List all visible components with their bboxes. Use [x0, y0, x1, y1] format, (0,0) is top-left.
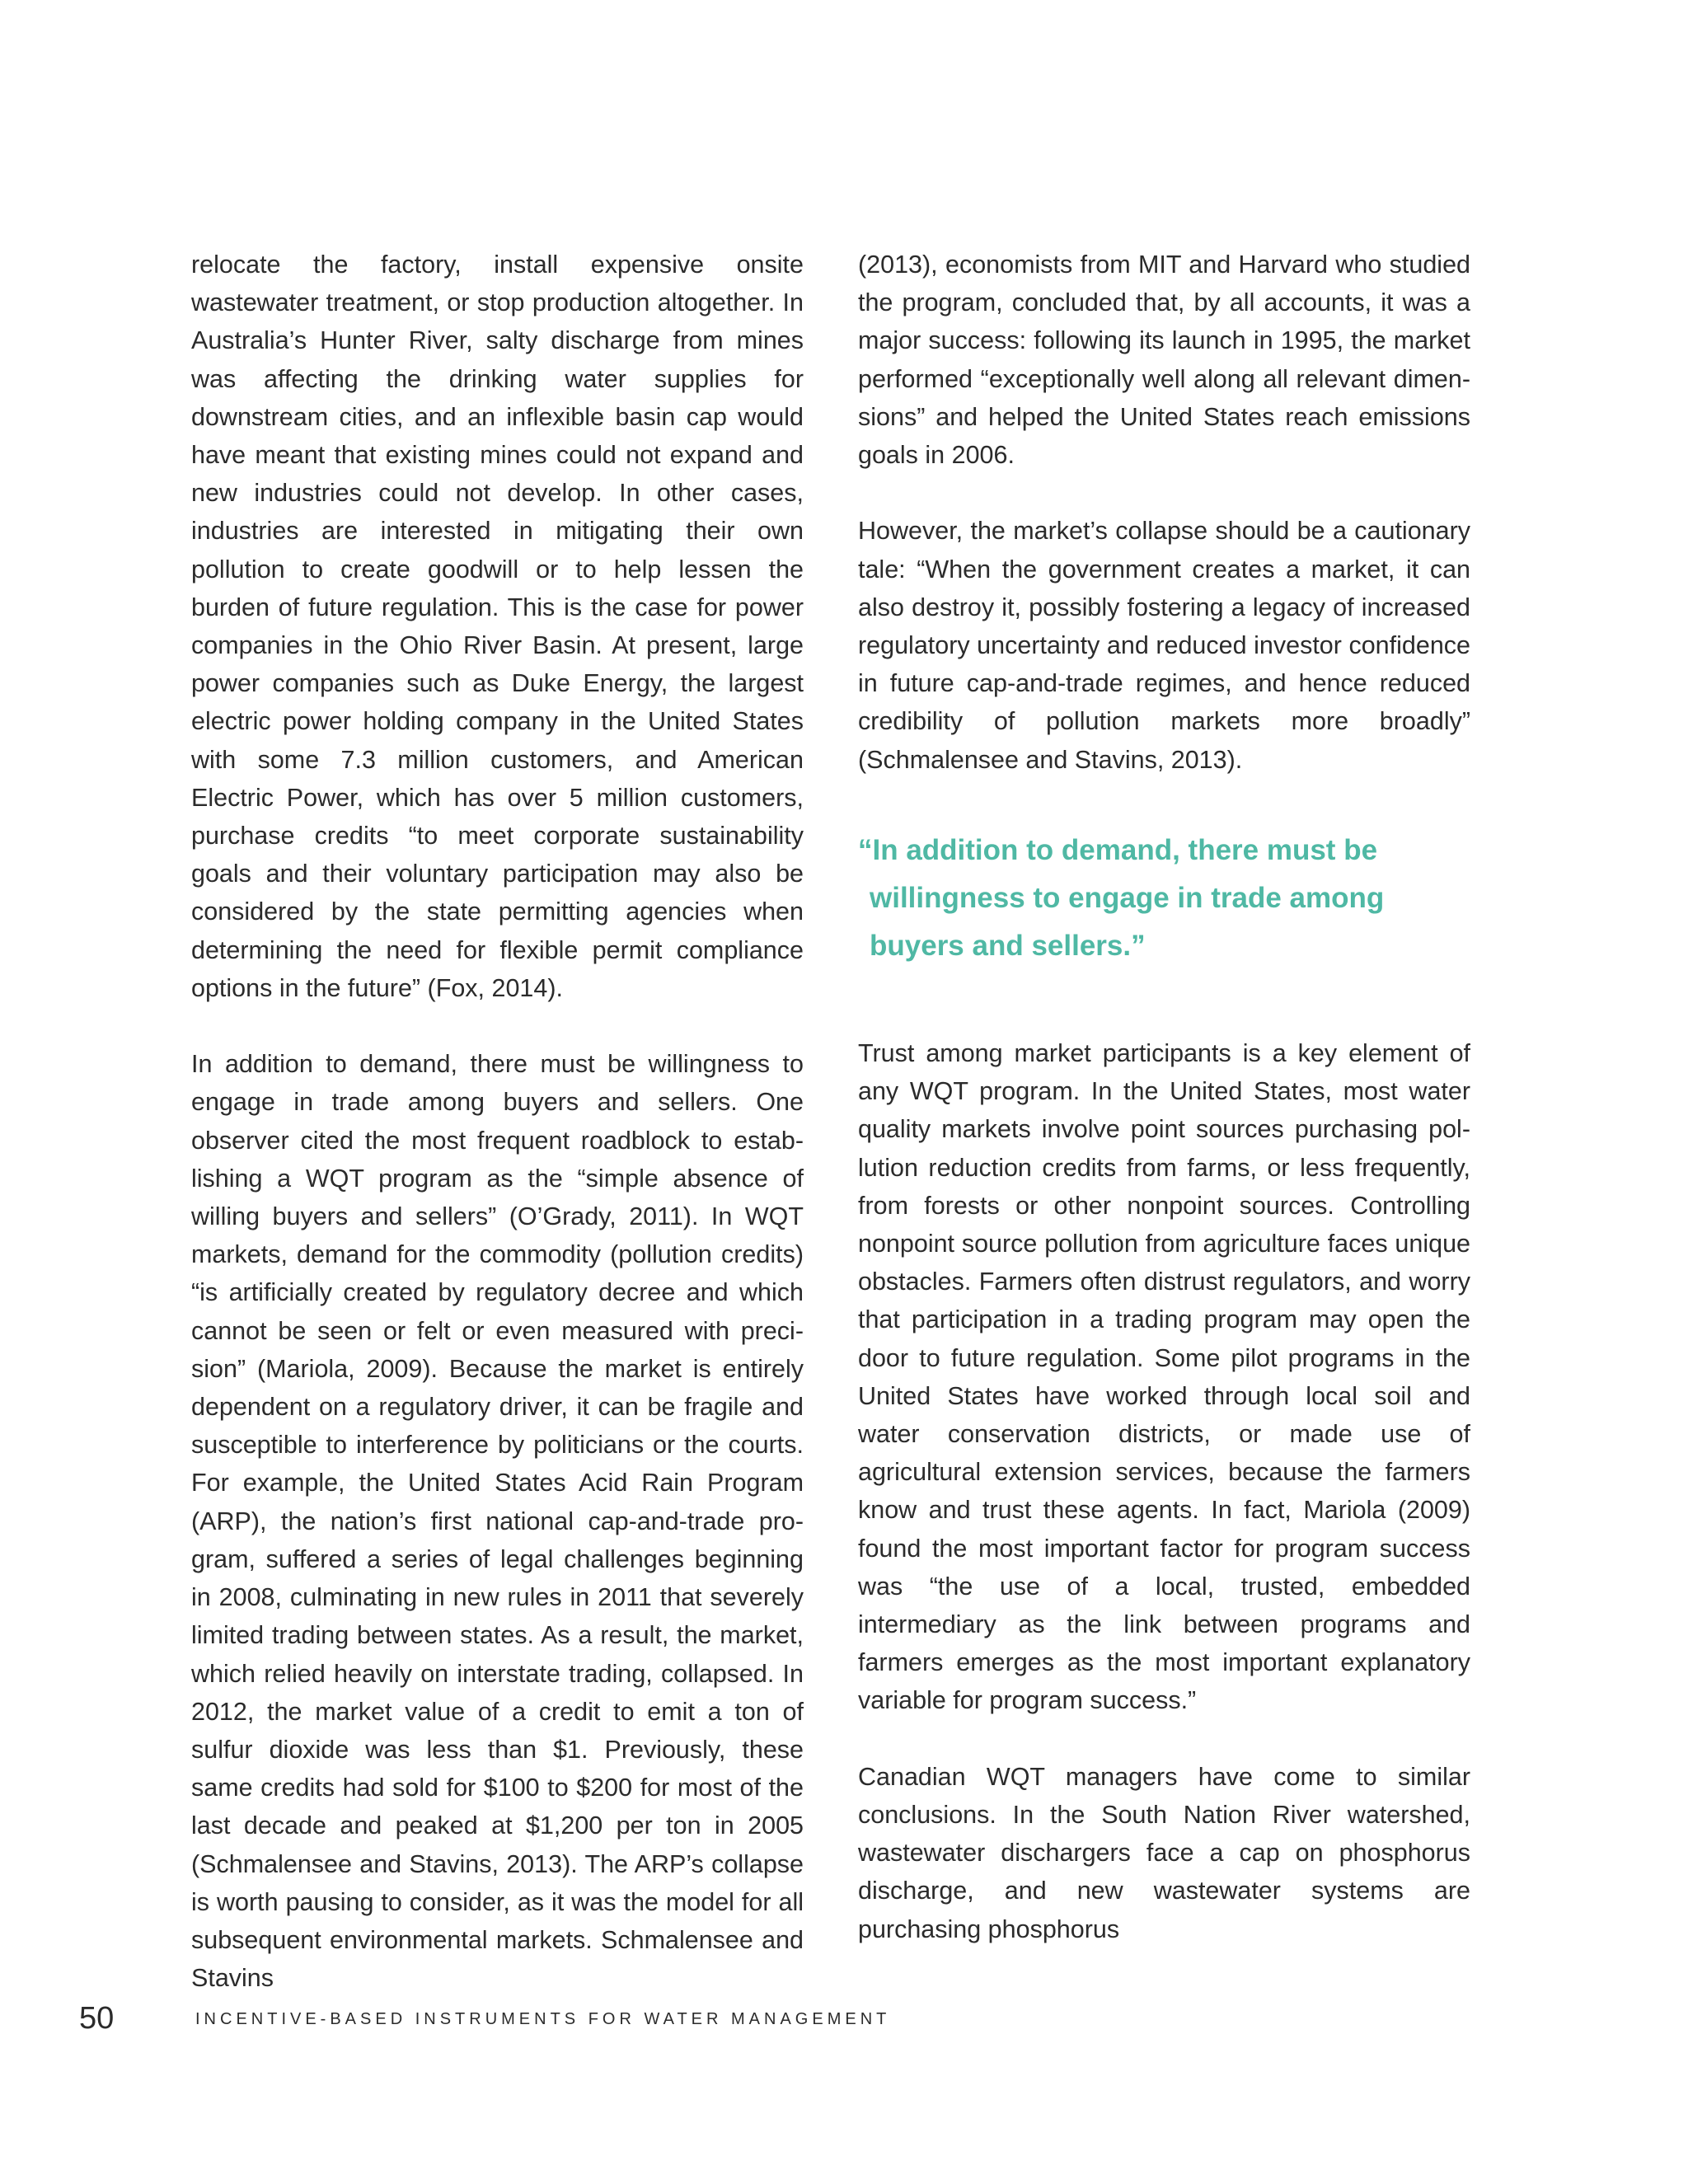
page-number: 50: [79, 2001, 115, 2036]
body-paragraph: Trust among market participants is a key element of any WQT program. In the United States, most water quality markets involve point sources purchasing pollution reduction credits from farms, or less frequently, from forests or other nonpoint sources. Controlling nonpoint source pollution from agriculture faces unique obstacles. Farmers often distrust regulators, and worry that participation in a trading program may open the door to future regulation. Some pilot programs in the United States have worked through local soil and water conservation districts, or made use of agricultural extension services, because the farmers know and trust these agents. In fact, Mariola (2009) found the most important factor for program success was “the use of a local, trusted, embedded intermediary as the link between programs and farmers emerges as the most important explanatory variable for program success.”: [858, 1039, 1470, 1715]
pull-quote: [858, 817, 1402, 970]
body-paragraph: relocate the factory, install expensive onsite wastewater treatment, or stop production altogether. In Australia’s Hunter River, salty discharge from mines was affecting the drinking water supplies for downstream cities, and an inflexible basin cap would have meant that existing mines could not expand and new industries could not develop. In other cases, industries are interested in mitigating their own pollution to create goodwill or to help lessen the burden of future regulation. This is the case for power companies in the Ohio River Basin. At present, large power companies such as Duke Energy, the largest electric power holding company in the United States with some 7.3 million customers, and American Electric Power, which has over 5 million customers, purchase credits “to meet corporate sustainability goals and their voluntary participation may also be considered by the state permitting agencies when determining the need for flexible permit compliance options in the future” (Fox, 2014).: [191, 251, 804, 1002]
running-title: INCENTIVE-BASED INSTRUMENTS FOR WATER MANAGEMENT: [195, 2010, 891, 2028]
body-paragraph: In addition to demand, there must be willingness to engage in trade among buyers and sellers. One observer cited the most frequent roadblock to establishing a WQT program as the “simple absence of willing buyers and sellers” (O’Grady, 2011). In WQT markets, demand for the commodity (pollution credits) “is artificially created by regulatory decree and which cannot be seen or felt or even measured with precision” (Mariola, 2009). Because the market is entirely dependent on a regulatory driver, it can be fragile and susceptible to interference by politicians or the courts. For example, the United States Acid Rain Program (ARP), the nation’s first national cap-and-trade program, suffered a series of legal challenges beginning in 2008, culminating in new rules in 2011 that severely limited trading between states. As a result, the market, which relied heavily on interstate trading, collapsed. In 2012, the market value of a credit to emit a ton of sulfur dioxide was less than $1. Previously, these same credits had sold for $100 to $200 for most of the last decade and peaked at $1,200 per ton in 2005 (Schmalensee and Stavins, 2013). The ARP’s collapse is worth pausing to consider, as it was the model for all subsequent environmental markets. Schmalensee and Stavins: [191, 1050, 804, 1993]
page-footer: [0, 1995, 1688, 2045]
pull-quote-line: buyers and sellers.”: [870, 930, 1146, 963]
right-column: [858, 246, 1470, 1986]
left-column: [191, 246, 804, 2036]
pull-quote-line: willingness to engage in trade among: [870, 882, 1385, 915]
body-paragraph: (2013), economists from MIT and Harvard who studied the program, concluded that, by all accounts, it was a major success: following its launch in 1995, the market performed “exceptionally well along all relevant dimensions” and helped the United States reach emissions goals in 2006.: [858, 251, 1470, 470]
pull-quote-line: “In addition to demand, there must be: [858, 834, 1378, 867]
body-paragraph: However, the market’s collapse should be a cautionary tale: “When the government creates a market, it can also destroy it, possibly fostering a legacy of increased regulatory uncertainty and reduced investor confidence in future cap-and-trade regimes, and hence reduced credibility of pollution markets more broadly” (Schmalensee and Stavins, 2013).: [858, 517, 1470, 774]
body-paragraph: Canadian WQT managers have come to similar conclusions. In the South Nation River watershed, wastewater dischargers face a cap on phosphorus discharge, and new wastewater systems are purchasing phosphorus: [858, 1762, 1470, 1943]
